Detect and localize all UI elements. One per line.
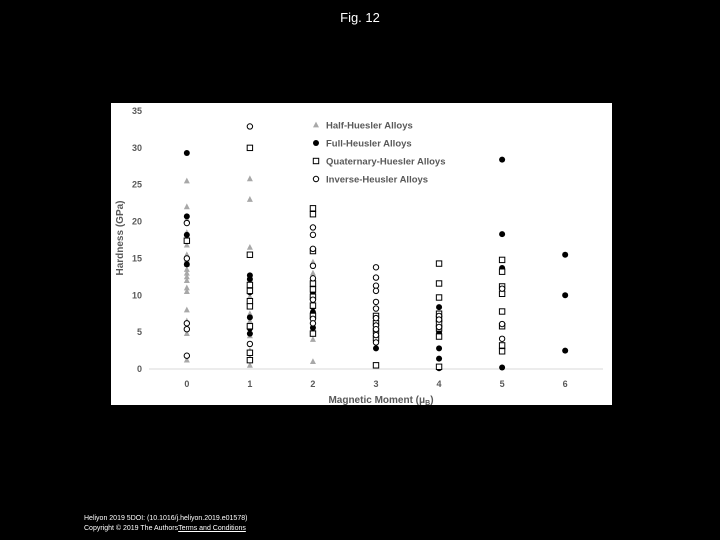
data-point (436, 295, 441, 300)
data-point (247, 331, 253, 337)
footer (84, 514, 247, 534)
data-point (373, 265, 378, 270)
terms-link[interactable]: Terms and Conditions (178, 525, 246, 532)
data-point (184, 353, 189, 358)
data-point (562, 252, 568, 258)
chart-legend (313, 121, 446, 186)
data-point (247, 350, 252, 355)
data-point (310, 246, 315, 251)
data-point (373, 288, 378, 293)
data-point (373, 315, 378, 320)
data-point (499, 291, 504, 296)
data-point (499, 336, 504, 341)
legend-marker (313, 176, 318, 181)
data-point (499, 286, 504, 291)
data-point (436, 356, 442, 362)
data-point (184, 256, 189, 261)
data-point (184, 220, 189, 225)
data-point (247, 244, 253, 250)
data-point (247, 196, 253, 202)
data-point (184, 261, 190, 267)
data-point (499, 343, 504, 348)
citation-text: Heliyon 2019 5DOI: (10.1016/j.heliyon.2019.e01578) (84, 515, 248, 522)
legend-marker (313, 140, 319, 146)
data-point (247, 288, 252, 293)
y-tick-label: 5 (136, 327, 142, 338)
data-point (436, 281, 441, 286)
data-point (436, 345, 442, 351)
series-half-huesler-alloys (184, 175, 316, 367)
data-point (247, 298, 252, 303)
data-point (310, 225, 315, 230)
data-point (499, 321, 504, 326)
data-point (373, 275, 378, 280)
data-point (373, 340, 378, 345)
data-point (247, 145, 252, 150)
y-tick-label: 15 (131, 253, 142, 264)
x-tick-label: 2 (310, 379, 316, 389)
data-point (310, 212, 315, 217)
data-point (499, 257, 504, 262)
data-point (436, 324, 441, 329)
data-point (436, 334, 441, 339)
data-point (310, 336, 316, 342)
data-point (310, 303, 315, 308)
x-axis-label: Magnetic Moment $(\mu_B)$ (328, 395, 434, 405)
data-point (310, 358, 316, 364)
legend-label: Inverse-Heusler Alloys (326, 174, 429, 186)
legend-marker (313, 122, 319, 128)
data-point (373, 326, 378, 331)
copyright-line (84, 524, 247, 534)
y-tick-label: 10 (131, 290, 142, 301)
x-tick-label: 3 (373, 379, 379, 389)
data-point (247, 314, 253, 320)
data-point (247, 124, 252, 129)
data-point (247, 252, 252, 257)
data-point (184, 178, 190, 184)
data-point (436, 261, 441, 266)
data-point (247, 357, 252, 362)
data-point (373, 363, 378, 368)
x-tick-label: 1 (247, 379, 253, 389)
data-point (310, 297, 315, 302)
data-point (184, 307, 190, 313)
data-point (184, 150, 190, 156)
data-point (184, 203, 190, 209)
data-point (373, 332, 378, 337)
data-point (310, 232, 315, 237)
data-point (247, 175, 253, 181)
scatter-chart (111, 103, 612, 405)
data-point (247, 282, 252, 287)
data-point (499, 157, 505, 163)
data-point (499, 349, 504, 354)
x-tick-label: 5 (499, 379, 505, 389)
data-point (310, 321, 315, 326)
y-tick-label: 30 (131, 142, 142, 153)
data-point (184, 238, 189, 243)
data-point (310, 270, 316, 276)
data-point (310, 263, 315, 268)
x-tick-label: 6 (562, 379, 568, 389)
data-point (373, 345, 379, 351)
data-point (310, 287, 315, 292)
legend-label: Full-Heusler Alloys (326, 138, 412, 150)
data-point (310, 281, 315, 286)
data-point (562, 292, 568, 298)
data-point (184, 321, 189, 326)
data-point (247, 341, 252, 346)
legend-marker (313, 158, 318, 163)
y-tick-label: 35 (131, 106, 142, 116)
x-tick-label: 0 (184, 379, 190, 389)
data-point (373, 299, 378, 304)
data-point (247, 324, 252, 329)
figure-title: Fig. 12 (340, 10, 380, 25)
y-axis-label: Hardness (GPa) (115, 200, 126, 276)
data-point (184, 213, 190, 219)
data-point (436, 304, 442, 310)
data-point (499, 231, 505, 237)
data-point (562, 348, 568, 354)
data-point (499, 269, 504, 274)
y-tick-label: 20 (131, 216, 142, 227)
data-point (373, 283, 378, 288)
data-point (247, 276, 253, 282)
data-point (436, 317, 441, 322)
data-point (247, 304, 252, 309)
x-tick-label: 4 (436, 379, 442, 389)
data-point (184, 326, 189, 331)
data-point (436, 364, 441, 369)
data-point (310, 206, 315, 211)
legend-label: Half-Huesler Alloys (326, 120, 413, 132)
data-point (499, 309, 504, 314)
data-point (499, 365, 505, 371)
copyright-text: Copyright © 2019 The Authors (84, 525, 179, 532)
data-point (373, 306, 378, 311)
data-point (184, 232, 190, 238)
data-point (310, 276, 315, 281)
y-tick-label: 25 (131, 179, 142, 190)
y-tick-label: 0 (136, 364, 142, 374)
data-point (310, 331, 315, 336)
legend-label: Quaternary-Huesler Alloys (326, 156, 446, 168)
scatter-chart-panel (111, 103, 612, 405)
